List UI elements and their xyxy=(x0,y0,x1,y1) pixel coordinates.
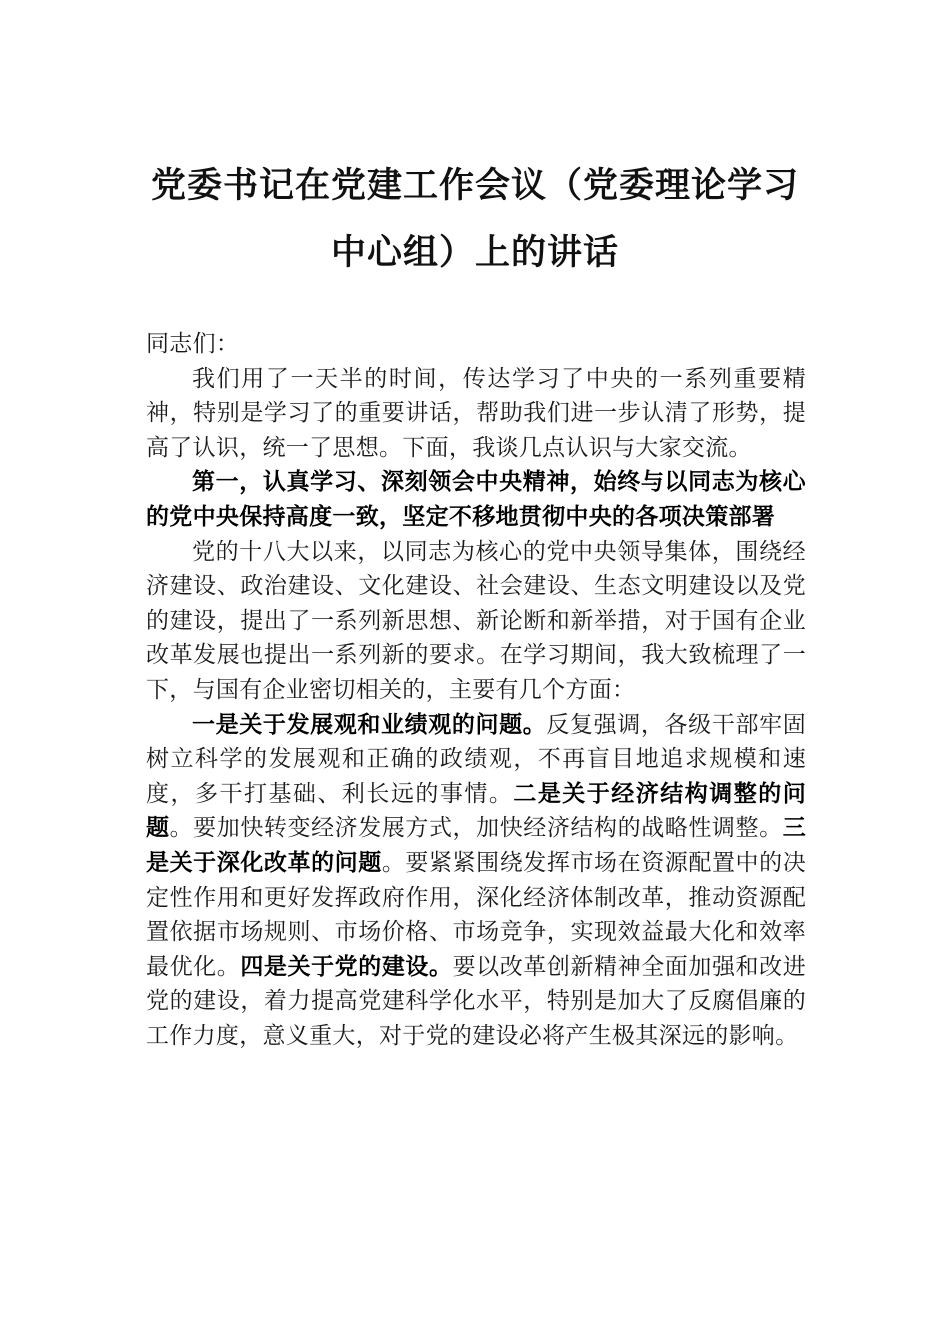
point-1-text: 反复强调，各级干部牢固树立科学的发展观和正确的政绩观，不再盲目地追求规模和速度，多干打基础、利长远的事情。 xyxy=(146,711,806,807)
point-2-heading: 二是关于经济结构调整的问题 xyxy=(146,780,806,842)
point-1-heading: 一是关于发展观和业绩观的问题。 xyxy=(192,711,547,738)
point-3-heading: 三是关于深化改革的问题 xyxy=(146,815,806,876)
point-3-text: 。要紧紧围绕发挥市场在资源配置中的决定性作用和更好发挥政府作用，深化经济体制改革，推动资源配置依据市场规则、市场价格、市场竞争，实现效益最大化和效率最优化。 xyxy=(146,849,806,980)
document-title-line-2: 中心组）上的讲话 xyxy=(330,232,619,273)
document-body xyxy=(146,327,806,1053)
paragraph-points xyxy=(146,708,806,1054)
section-heading-1: 第一，认真学习、深刻领会中央精神，始终与以同志为核心的党中央保持高度一致，坚定不移地贯彻中央的各项决策部署 xyxy=(146,469,806,530)
point-4-heading: 四是关于党的建设。 xyxy=(240,953,453,980)
salutation: 同志们： xyxy=(146,331,240,357)
point-2-text: 。要加快转变经济发展方式，加快经济结构的战略性调整。 xyxy=(169,815,783,842)
document-title-line-1: 党委书记在党建工作会议（党委理论学习 xyxy=(150,165,799,206)
point-4-text: 要以改革创新精神全面加强和改进党的建设，着力提高党建科学化水平，特别是加大了反腐倡廉的工作力度，意义重大，对于党的建设必将产生极其深远的影响。 xyxy=(146,953,806,1049)
paragraph-intro: 我们用了一天半的时间，传达学习了中央的一系列重要精神，特别是学习了的重要讲话，帮助我们进一步认清了形势，提高了认识，统一了思想。下面，我谈几点认识与大家交流。 xyxy=(146,365,806,461)
paragraph-overview: 党的十八大以来，以同志为核心的党中央领导集体，围绕经济建设、政治建设、文化建设、社会建设、生态文明建设以及党的建设，提出了一系列新思想、新论断和新举措，对于国有企业改革发展也提出一系列新的要求。在学习期间，我大致梳理了一下，与国有企业密切相关的，主要有几个方面： xyxy=(146,538,806,703)
